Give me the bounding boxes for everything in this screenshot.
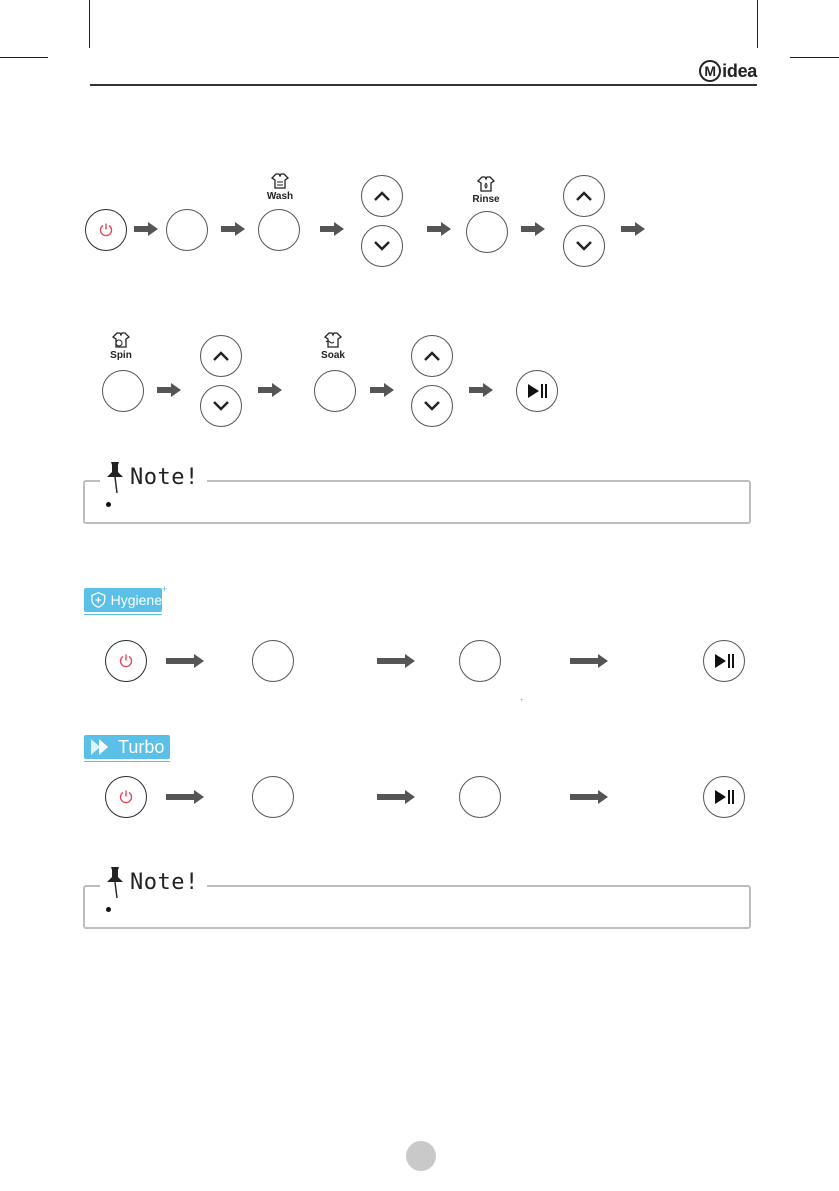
shirt-icon [270, 172, 290, 190]
chevron-up-icon [212, 350, 230, 362]
note-bullet [106, 502, 111, 507]
start-pause-button[interactable] [516, 370, 558, 412]
flow-arrow [370, 383, 394, 397]
spin-button[interactable] [102, 370, 144, 412]
turbo-badge [84, 735, 170, 759]
turbo-option-button[interactable] [459, 776, 501, 818]
hygiene-badge [84, 588, 162, 612]
flow-arrow [469, 383, 493, 397]
hygiene-power-button[interactable] [105, 640, 147, 682]
wash-down-button[interactable] [361, 225, 403, 267]
shirt-icon [111, 331, 131, 349]
flow-arrow [258, 383, 282, 397]
tiny-mark: + [520, 698, 524, 704]
chevron-down-icon [212, 400, 230, 412]
note-bullet [106, 907, 111, 912]
power-button[interactable] [85, 209, 127, 251]
turbo-start-pause-button[interactable] [703, 776, 745, 818]
turbo-power-button[interactable] [105, 776, 147, 818]
note-heading [100, 865, 207, 899]
chevron-up-icon [575, 190, 593, 202]
flow-arrow [621, 222, 645, 236]
chevron-up-icon [373, 190, 391, 202]
rinse-down-button[interactable] [563, 225, 605, 267]
shield-icon [91, 591, 106, 609]
soak-label [303, 331, 363, 361]
spin-text: Spin [110, 350, 132, 361]
rinse-label [456, 175, 516, 205]
flow-arrow [157, 383, 181, 397]
play-pause-icon [713, 789, 735, 805]
crop-mark-top-left [0, 57, 48, 58]
chevron-down-icon [575, 240, 593, 252]
brand-logo [699, 60, 757, 82]
play-pause-icon [713, 653, 735, 669]
wash-button[interactable] [258, 209, 300, 251]
header-rule [90, 84, 757, 86]
page-number-dot [406, 1141, 436, 1171]
crop-mark-top-right [790, 57, 839, 58]
flow-arrow [221, 222, 245, 236]
power-icon [118, 653, 134, 669]
rinse-text: Rinse [472, 194, 500, 205]
wash-label [250, 172, 310, 202]
soak-button[interactable] [314, 370, 356, 412]
flow-arrow [166, 654, 204, 668]
shirt-icon [323, 331, 343, 349]
flow-arrow [134, 222, 158, 236]
turbo-program-button[interactable] [252, 776, 294, 818]
spin-label [91, 331, 151, 361]
soak-text: Soak [321, 350, 345, 361]
chevron-down-icon [423, 400, 441, 412]
power-icon [118, 789, 134, 805]
pushpin-icon [104, 460, 126, 494]
hygiene-start-pause-button[interactable] [703, 640, 745, 682]
hygiene-label: Hygiene [110, 592, 162, 608]
rinse-button[interactable] [466, 211, 508, 253]
note-title-text: Note! [130, 464, 199, 490]
flow-arrow [377, 654, 415, 668]
chevron-down-icon [373, 240, 391, 252]
chevron-up-icon [423, 350, 441, 362]
note-heading [100, 460, 207, 494]
hygiene-option-button[interactable] [459, 640, 501, 682]
flow-arrow [521, 222, 545, 236]
flow-arrow [320, 222, 344, 236]
flow-arrow [166, 790, 204, 804]
flow-arrow [570, 790, 608, 804]
soak-up-button[interactable] [411, 335, 453, 377]
flow-arrow [427, 222, 451, 236]
program-button[interactable] [166, 209, 208, 251]
note-title-text: Note! [130, 869, 199, 895]
crop-mark-left [89, 0, 90, 48]
wash-text: Wash [266, 191, 294, 202]
pushpin-icon [104, 865, 126, 899]
power-icon [98, 222, 114, 238]
shirt-icon [476, 175, 496, 193]
hygiene-program-button[interactable] [252, 640, 294, 682]
brand-mark: M [699, 60, 721, 82]
turbo-label: Turbo [118, 736, 165, 757]
spin-down-button[interactable] [200, 385, 242, 427]
flow-arrow [377, 790, 415, 804]
crop-mark-right [757, 0, 758, 48]
wash-up-button[interactable] [361, 175, 403, 217]
rinse-up-button[interactable] [563, 175, 605, 217]
hygiene-superscript: + [162, 584, 168, 594]
spin-up-button[interactable] [200, 335, 242, 377]
play-pause-icon [526, 383, 548, 399]
brand-name: idea [722, 60, 757, 81]
turbo-underline [84, 761, 170, 762]
soak-down-button[interactable] [411, 385, 453, 427]
hygiene-underline [84, 614, 162, 615]
flow-arrow [570, 654, 608, 668]
fast-forward-icon [90, 738, 112, 756]
